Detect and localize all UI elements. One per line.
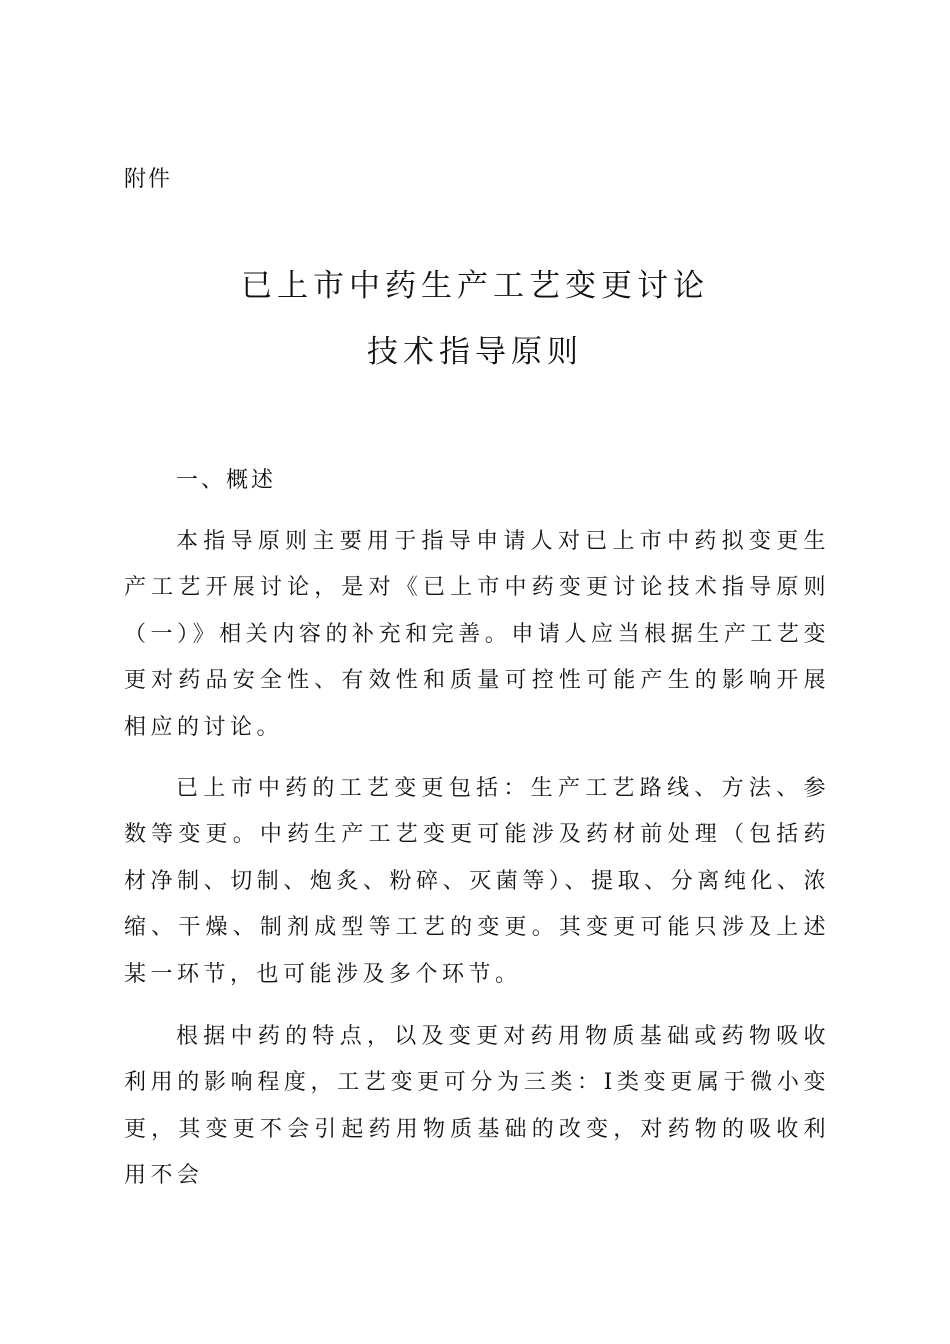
document-title-line-1: 已上市中药生产工艺变更讨论 — [241, 268, 709, 304]
section-heading-overview: 一、概述 — [176, 468, 277, 493]
attachment-label: 附件 — [124, 167, 173, 192]
document-title-line-2: 技术指导原则 — [367, 334, 583, 370]
body-paragraph-2: 已上市中药的工艺变更包括：生产工艺路线、方法、参数等变更。中药生产工艺变更可能涉及药材前处理（包括药材净制、切制、炮炙、粉碎、灭菌等）、提取、分离纯化、浓缩、干燥、制剂成型等工艺的变更。其变更可能只涉及上述某一环节，也可能涉及多个环节。 — [124, 776, 830, 987]
body-paragraph-3: 根据中药的特点，以及变更对药用物质基础或药物吸收利用的影响程度，工艺变更可分为三类：Ⅰ类变更属于微小变更，其变更不会引起药用物质基础的改变，对药物的吸收利用不会 — [124, 1024, 830, 1189]
body-paragraph-1: 本指导原则主要用于指导申请人对已上市中药拟变更生产工艺开展讨论，是对《已上市中药变更讨论技术指导原则（一）》相关内容的补充和完善。申请人应当根据生产工艺变更对药品安全性、有效性和质量可控性可能产生的影响开展相应的讨论。 — [124, 529, 830, 740]
